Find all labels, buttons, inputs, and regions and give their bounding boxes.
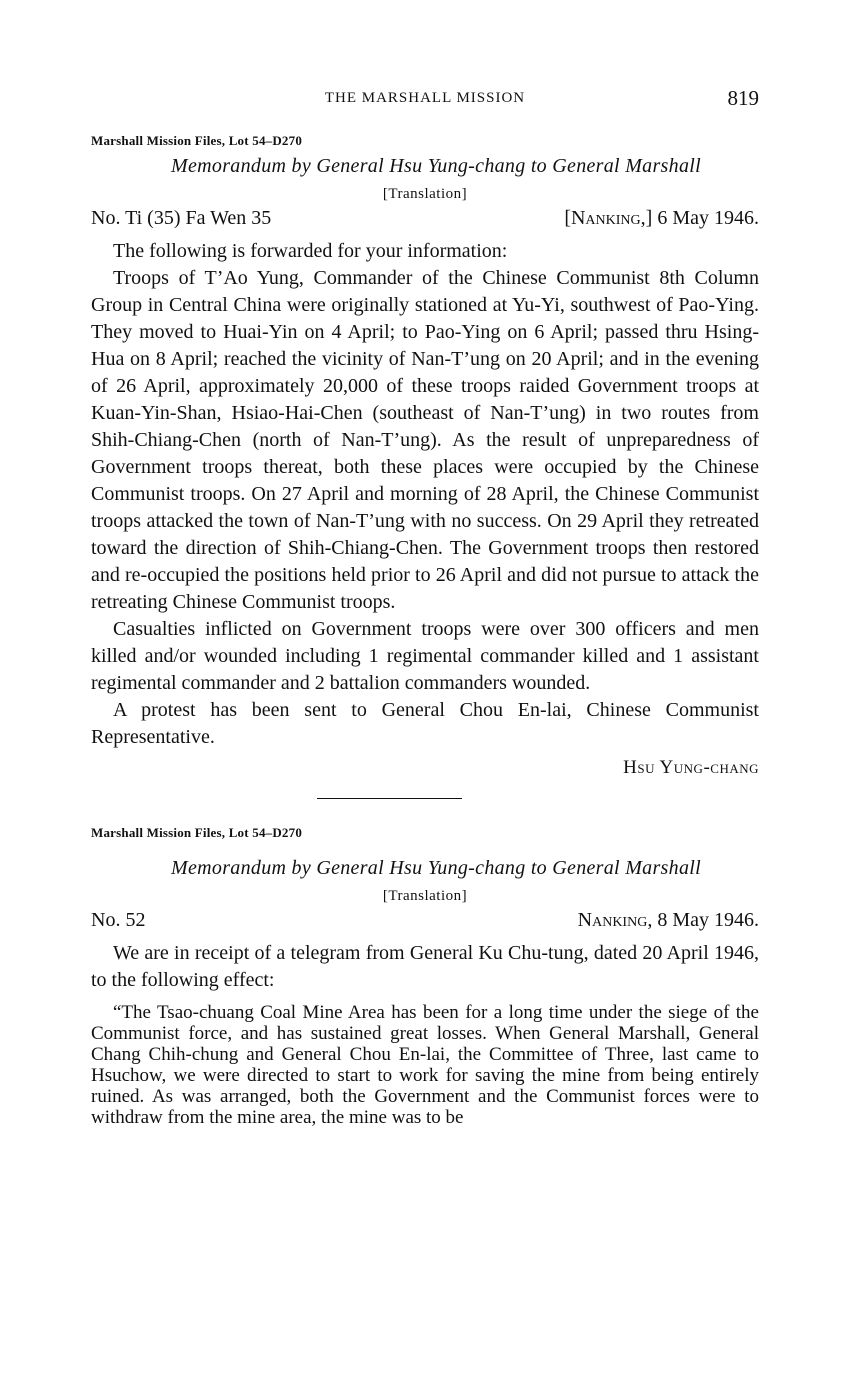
signature	[91, 757, 759, 779]
date: 6 May 1946.	[657, 207, 759, 229]
place-date	[564, 207, 759, 230]
place: Nanking,	[570, 207, 646, 229]
paragraph: Casualties inflicted on Government troops were over 300 officers and men killed and/or wounded including 1 regimental commander killed and 1 assistant regimental commander and 2 battalion commanders wounded.	[91, 618, 759, 694]
memo-title: Memorandum by General Hsu Yung-chang to General Marshall	[171, 857, 701, 879]
page-number: 819	[727, 86, 759, 110]
quoted-telegram: “The Tsao-chuang Coal Mine Area has been for a long time under the siege of the Communist force, and has sustained great losses. When General Marshall, General Chang Chih-chung and General Chou En-lai, the Committee of Three, last came to Hsuchow, we were directed to start to work for saving the mine from being entirely ruined. As was arranged, both the Government and the Communist forces were to withdraw from the mine area, the mine was to be	[91, 1002, 759, 1128]
paragraph: We are in receipt of a telegram from General Ku Chu-tung, dated 20 April 1946, to the following effect:	[91, 942, 759, 991]
translation-note: [Translation]	[382, 888, 468, 904]
paragraph: The following is forwarded for your information:	[113, 240, 508, 262]
place-bracket-open: [	[564, 207, 571, 229]
memorandum-1	[91, 133, 759, 779]
dateline	[91, 207, 759, 230]
place-date	[578, 909, 759, 932]
memorandum-2	[91, 825, 759, 1128]
place-bracket-close: ]	[645, 207, 653, 229]
memo-title: Memorandum by General Hsu Yung-chang to General Marshall	[171, 155, 701, 177]
document-number: No. Ti (35) Fa Wen 35	[91, 207, 272, 229]
document-page	[91, 82, 759, 1128]
signature-name: Hsu Yung-chang	[623, 757, 759, 778]
translation-note: [Translation]	[382, 186, 468, 202]
document-number: No. 52	[91, 909, 146, 931]
paragraph: Troops of T’Ao Yung, Commander of the Chinese Communist 8th Column Group in Central China were originally stationed at Yu-Yi, southwest of Pao-Ying. They moved to Huai-Yin on 4 April; to Pao-Ying on 6 April; passed thru Hsing-Hua on 8 April; reached the vicinity of Nan-T’ung on 20 April; and in the evening of 26 April, approximately 20,000 of these troops raided Government troops at Kuan-Yin-Shan, Hsiao-Hai-Chen (southeast of Nan-T’ung) in two routes from Shih-Chiang-Chen (north of Nan-T’ung). As the result of unpreparedness of Government troops thereat, both these places were occupied by the Chinese Communist troops. On 27 April and morning of 28 April, the Chinese Communist troops attacked the town of Nan-T’ung with no success. On 29 April they retreated toward the direction of Shih-Chiang-Chen. The Government troops then restored and re-occupied the positions held prior to 26 April and did not pursue to attack the retreating Chinese Communist troops.	[91, 267, 759, 613]
place: Nanking,	[577, 909, 653, 931]
date: 8 May 1946.	[657, 909, 759, 931]
section-divider	[317, 798, 462, 799]
dateline	[91, 909, 759, 932]
source-citation: Marshall Mission Files, Lot 54–D270	[91, 825, 303, 840]
running-header	[91, 82, 759, 120]
running-title: THE MARSHALL MISSION	[324, 90, 526, 106]
source-citation: Marshall Mission Files, Lot 54–D270	[91, 133, 303, 148]
paragraph: A protest has been sent to General Chou En-lai, Chinese Communist Representative.	[91, 699, 759, 748]
